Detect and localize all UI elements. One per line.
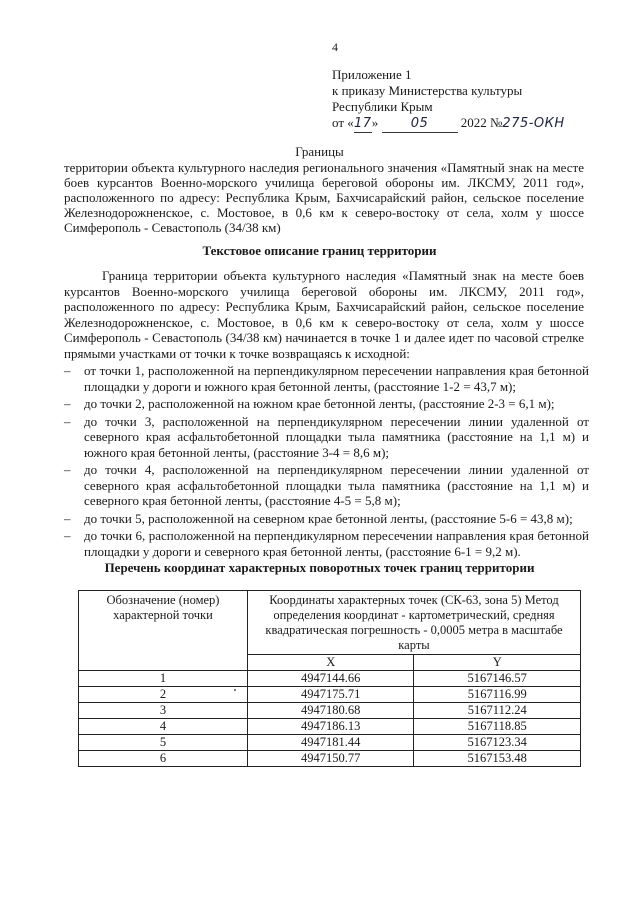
x-value: 4947181.44 <box>248 735 414 751</box>
list-item <box>64 528 589 559</box>
list-dash: – <box>64 363 71 378</box>
annex-line-3: Республики Крым <box>332 99 433 114</box>
scan-speck <box>234 689 236 691</box>
page-title: Границы <box>295 144 344 159</box>
list-dash: – <box>64 510 71 526</box>
intro-paragraph: территории объекта культурного наследия регионального значения «Памятный знак на месте боев курсантов Военно-морского училища береговой обороны им. ЛКСМУ, 2011 год», расположенного по адресу: Республика Крым, Бахчисарайский район, сельское поселение Железнодорожненское, с. Мостовое, в 0,6 км к северо-востоку от села, холм у шоссе Симферополь - Севастополь (34/38 км) <box>64 160 584 235</box>
order-number: 275-ОКН <box>502 116 565 131</box>
table-row <box>79 671 581 687</box>
x-value: 4947180.68 <box>248 703 414 719</box>
point-number: 2 <box>79 687 248 703</box>
y-value: 5167116.99 <box>414 687 581 703</box>
list-dash: – <box>64 396 71 411</box>
list-item-text: от точки 1, расположенной на перпендикулярном пересечении направления края бетонной площадки у дороги и южного края бетонной ленты, (расстояние 1-2 = 43,7 м); <box>84 363 589 394</box>
x-value: 4947150.77 <box>248 751 414 767</box>
point-number: 6 <box>79 751 248 767</box>
y-header: Y <box>414 655 581 671</box>
annex-line-1: Приложение 1 <box>332 67 412 82</box>
point-number: 5 <box>79 735 248 751</box>
list-item <box>64 396 589 412</box>
coordinates-heading: Перечень координат характерных поворотных точек границ территории <box>104 560 535 575</box>
list-item-text: до точки 4, расположенной на перпендикулярном пересечении линии удаленной от северного края асфальтобетонной площадки тыла памятника (расстояние на 1,1 м) и северного края бетонной ленты, (расстояние 4-5 = 5,8 м); <box>84 462 589 508</box>
list-item <box>64 462 589 509</box>
list-item-text: до точки 3, расположенной на перпендикулярном пересечении линии удаленной от северного края асфальтобетонной площадки тыла памятника (расстояние на 1,1 м) и южного края бетонной ленты, (расстояние 3-4 = 8,6 м); <box>84 413 589 460</box>
y-value: 5167118.85 <box>414 719 581 735</box>
table-row <box>79 735 581 751</box>
coordinates-table <box>78 590 581 767</box>
table-header-row <box>79 591 581 655</box>
annex-line-2: к приказу Министерства культуры <box>332 83 523 98</box>
list-item <box>64 413 589 461</box>
description-paragraph: Граница территории объекта культурного наследия «Памятный знак на месте боев курсантов Военно-морского училища береговой обороны им. ЛКСМУ, 2011 год», расположенного по адресу: Республика Крым, Бахчисарайский район, сельское поселение Железнодорожненское, с. Мостовое, в 0,6 км к северо-востоку от села, холм у шоссе Симферополь - Севастополь (34/38 км) начинается в точке 1 и далее идет по часовой стрелке прямыми участками от точки к точке возвращаясь к исходной: <box>64 268 584 361</box>
page-number: 4 <box>332 40 338 54</box>
boundary-points-list <box>64 363 589 561</box>
point-number-header: Обозначение (номер) характерной точки <box>79 591 248 671</box>
annex-date-line <box>332 115 565 133</box>
coordinates-header: Координаты характерных точек (СК-63, зона 5) Метод определения координат - картометрический, средняя квадратическая погрешность - 0,0005 метра в масштабе карты <box>248 591 581 655</box>
table-row <box>79 687 581 703</box>
point-number: 4 <box>79 719 248 735</box>
annex-block <box>332 67 565 133</box>
table-row <box>79 751 581 767</box>
list-item-text: до точки 6, расположенной на перпендикулярном пересечении направления края бетонной площадки у дороги и северного края бетонной ленты, (расстояние 6-1 = 9,2 м). <box>84 528 589 559</box>
list-dash: – <box>64 528 71 543</box>
y-value: 5167112.24 <box>414 703 581 719</box>
list-item <box>64 510 589 527</box>
list-item-text: до точки 5, расположенной на северном крае бетонной ленты, (расстояние 5-6 = 43,8 м); <box>84 510 573 526</box>
y-value: 5167146.57 <box>414 671 581 687</box>
date-prefix: от « <box>332 115 354 130</box>
x-header: X <box>248 655 414 671</box>
list-item <box>64 363 589 394</box>
date-month: 05 <box>382 116 458 133</box>
point-number: 3 <box>79 703 248 719</box>
x-value: 4947186.13 <box>248 719 414 735</box>
x-value: 4947175.71 <box>248 687 414 703</box>
date-mid: » <box>371 115 382 130</box>
date-day: 17 <box>353 116 372 131</box>
y-value: 5167153.48 <box>414 751 581 767</box>
table-row <box>79 719 581 735</box>
y-value: 5167123.34 <box>414 735 581 751</box>
date-year-number: 2022 № <box>457 115 503 130</box>
list-item-text: до точки 2, расположенной на южном крае бетонной ленты, (расстояние 2-3 = 6,1 м); <box>84 396 555 411</box>
point-number: 1 <box>79 671 248 687</box>
table-row <box>79 703 581 719</box>
text-description-heading: Текстовое описание границ территории <box>202 243 437 258</box>
x-value: 4947144.66 <box>248 671 414 687</box>
list-dash: – <box>64 462 71 477</box>
list-dash: – <box>64 413 71 429</box>
